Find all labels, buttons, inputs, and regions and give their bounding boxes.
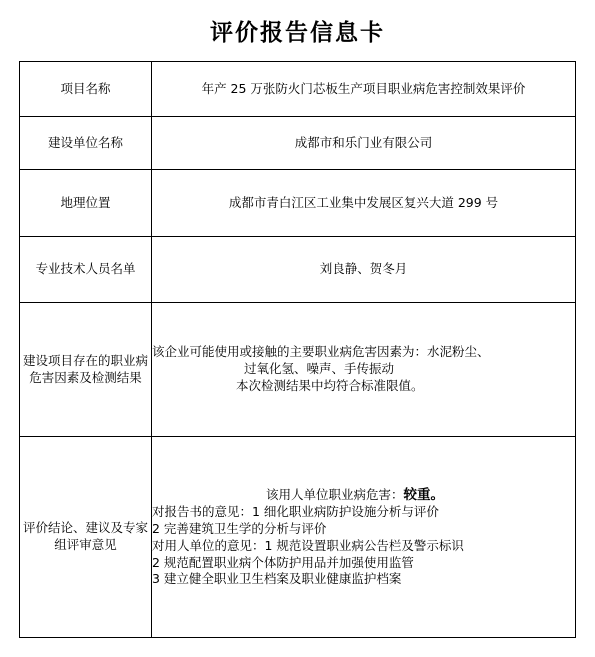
hazards-line-2: 过氧化氢、噪声、手传振动 (244, 361, 395, 377)
table-row (20, 237, 576, 303)
opinion-line-3: 对用人单位的意见：1 规范设置职业病公告栏及警示标识 (152, 537, 464, 553)
hazards-label: 建设项目存在的职业病危害因素及检测结果 (20, 303, 152, 437)
table-row (20, 117, 576, 170)
info-card-table (19, 61, 576, 638)
hazard-level-line (152, 486, 575, 504)
table-row (20, 437, 576, 638)
project-name-label: 项目名称 (20, 62, 152, 117)
opinion-line-2: 2 完善建筑卫生学的分析与评价 (152, 520, 327, 536)
conclusion-label: 评价结论、建议及专家组评审意见 (20, 437, 152, 638)
hazard-level-value: 较重。 (403, 486, 445, 503)
page-title: 评价报告信息卡 (210, 19, 385, 46)
hazards-value (152, 303, 576, 437)
location-value: 成都市青白江区工业集中发展区复兴大道 299 号 (152, 170, 576, 237)
project-name-value: 年产 25 万张防火门芯板生产项目职业病危害控制效果评价 (152, 62, 576, 117)
location-label: 地理位置 (20, 170, 152, 237)
opinion-line-4: 2 规范配置职业病个体防护用品并加强使用监管 (152, 554, 414, 570)
opinion-line-5: 3 建立健全职业卫生档案及职业健康监护档案 (152, 571, 402, 587)
staff-label: 专业技术人员名单 (20, 237, 152, 303)
staff-value: 刘良静、贺冬月 (152, 237, 576, 303)
conclusion-value (152, 437, 576, 638)
unit-name-label: 建设单位名称 (20, 117, 152, 170)
hazard-level-prefix: 该用人单位职业病危害： (266, 486, 404, 502)
opinion-line-1: 对报告书的意见：1 细化职业病防护设施分析与评价 (152, 503, 439, 519)
hazards-line-3: 本次检测结果中均符合标准限值。 (236, 377, 424, 393)
table-row (20, 62, 576, 117)
hazards-line-1: 该企业可能使用或接触的主要职业病危害因素为：水泥粉尘、 (152, 344, 490, 360)
table-row (20, 170, 576, 237)
unit-name-value: 成都市和乐门业有限公司 (152, 117, 576, 170)
table-row (20, 303, 576, 437)
